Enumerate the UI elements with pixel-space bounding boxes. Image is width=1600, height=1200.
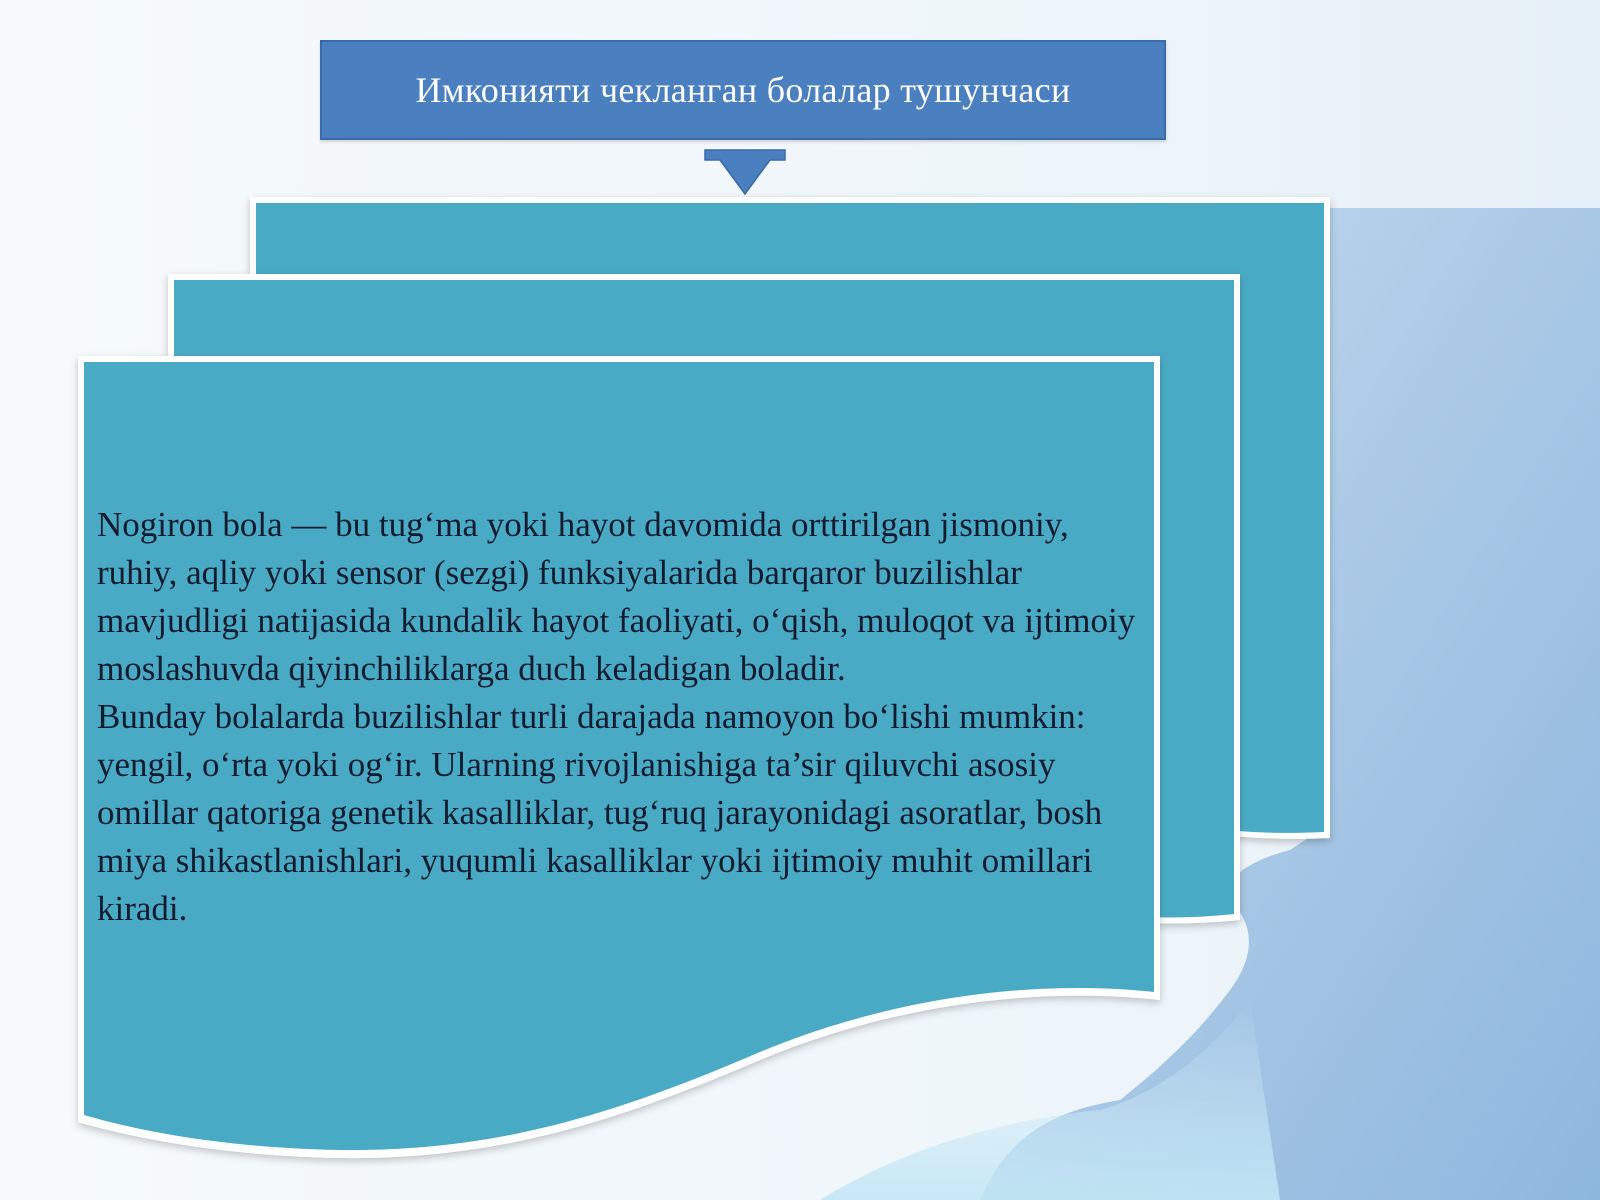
title-box — [320, 40, 1166, 140]
slide-title: Имконияти чекланган болалар тушунчаси — [415, 70, 1071, 110]
paragraph-definition: Nogiron bola — bu tug‘ma yoki hayot davomida orttirilgan jismoniy, ruhiy, aqliy yoki sensor (sezgi) funksiyalarida barqaror buzilishlar mavjudligi natijasida kundalik hayot faoliyati, o‘qish, muloqot va ijtimoiy moslashuvda qiyinchiliklarga duch keladigan boladir. — [97, 505, 1136, 688]
body-text — [97, 501, 1147, 933]
paragraph-factors: Bunday bolalarda buzilishlar turli darajada namoyon bo‘lishi mumkin: yengil, o‘rta yoki og‘ir. Ularning rivojlanishiga ta’sir qiluvchi asosiy omillar qatoriga genetik kasalliklar, tug‘ruq jarayonidagi asoratlar, bosh miya shikastlanishlari, yuqumli kasalliklar yoki ijtimoiy muhit omillari kiradi. — [97, 697, 1103, 928]
